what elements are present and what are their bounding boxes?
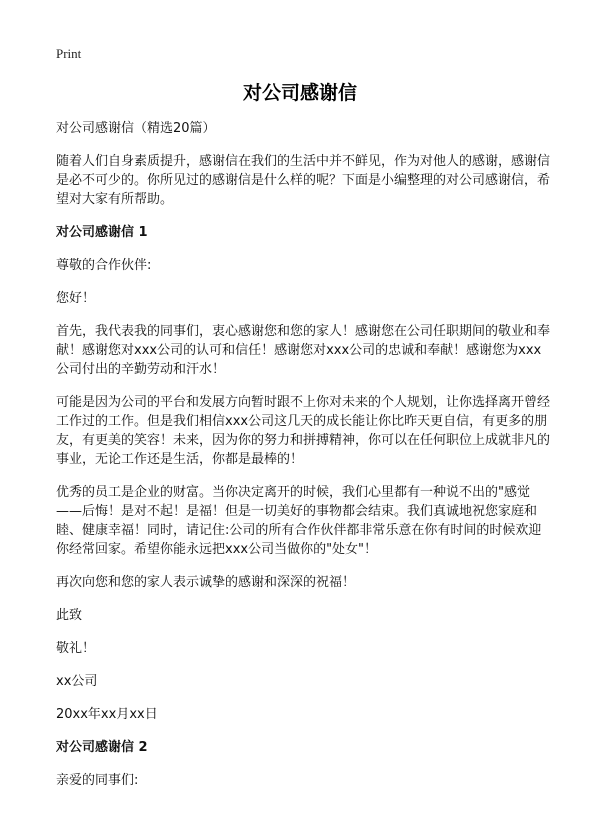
letter1-signature: xx公司 <box>56 674 98 689</box>
page-title: 对公司感谢信 <box>242 82 357 104</box>
letter1-hello: 您好！ <box>56 291 96 306</box>
letter1-paragraph-4: 再次向您和您的家人表示诚挚的感谢和深深的祝福！ <box>56 575 356 590</box>
letter1-closing-2: 敬礼！ <box>56 641 96 656</box>
print-link[interactable]: Print <box>56 46 82 61</box>
letter2-greeting: 亲爱的同事们: <box>56 773 139 788</box>
letter2-heading: 对公司感谢信 2 <box>56 740 148 755</box>
letter1-heading: 对公司感谢信 1 <box>56 225 148 240</box>
intro-paragraph: 随着人们自身素质提升，感谢信在我们的生活中并不鲜见，作为对他人的感谢，感谢信是必不可少的。你所见过的感谢信是什么样的呢？下面是小编整理的对公司感谢信，希望对大家有所帮助。 <box>56 154 551 207</box>
letter1-date: 20xx年xx月xx日 <box>56 707 158 722</box>
letter1-paragraph-2: 可能是因为公司的平台和发展方向暂时跟不上你对未来的个人规划，让你选择离开曾经工作过的工作。但是我们相信xxx公司这几天的成长能让你比昨天更自信，有更多的朋友，有更美的笑容！未来，因为你的努力和拼搏精神，你可以在任何职位上成就非凡的事业，无论工作还是生活，你都是最棒的！ <box>56 395 551 467</box>
letter1-greeting: 尊敬的合作伙伴: <box>56 258 152 273</box>
document-body <box>56 119 550 804</box>
letter1-paragraph-3: 优秀的员工是企业的财富。当你决定离开的时候，我们心里都有一种说不出的"感觉——后悔！是对不起！是福！但是一切美好的事物都会结束。我们真诚地祝您家庭和睦、健康幸福！同时，请记住:公司的所有合作伙伴都非常乐意在你有时间的时候欢迎你经常回家。希望你能永远把xxx公司当做你的"处女"！ <box>56 485 542 557</box>
letter1-paragraph-1: 首先，我代表我的同事们，衷心感谢您和您的家人！感谢您在公司任职期间的敬业和奉献！感谢您对xxx公司的认可和信任！感谢您对xxx公司的忠诚和奉献！感谢您为xxx公司付出的辛勤劳动和汗水！ <box>56 324 551 377</box>
intro-subtitle: 对公司感谢信（精选20篇） <box>56 121 216 136</box>
letter1-closing-1: 此致 <box>56 608 83 623</box>
